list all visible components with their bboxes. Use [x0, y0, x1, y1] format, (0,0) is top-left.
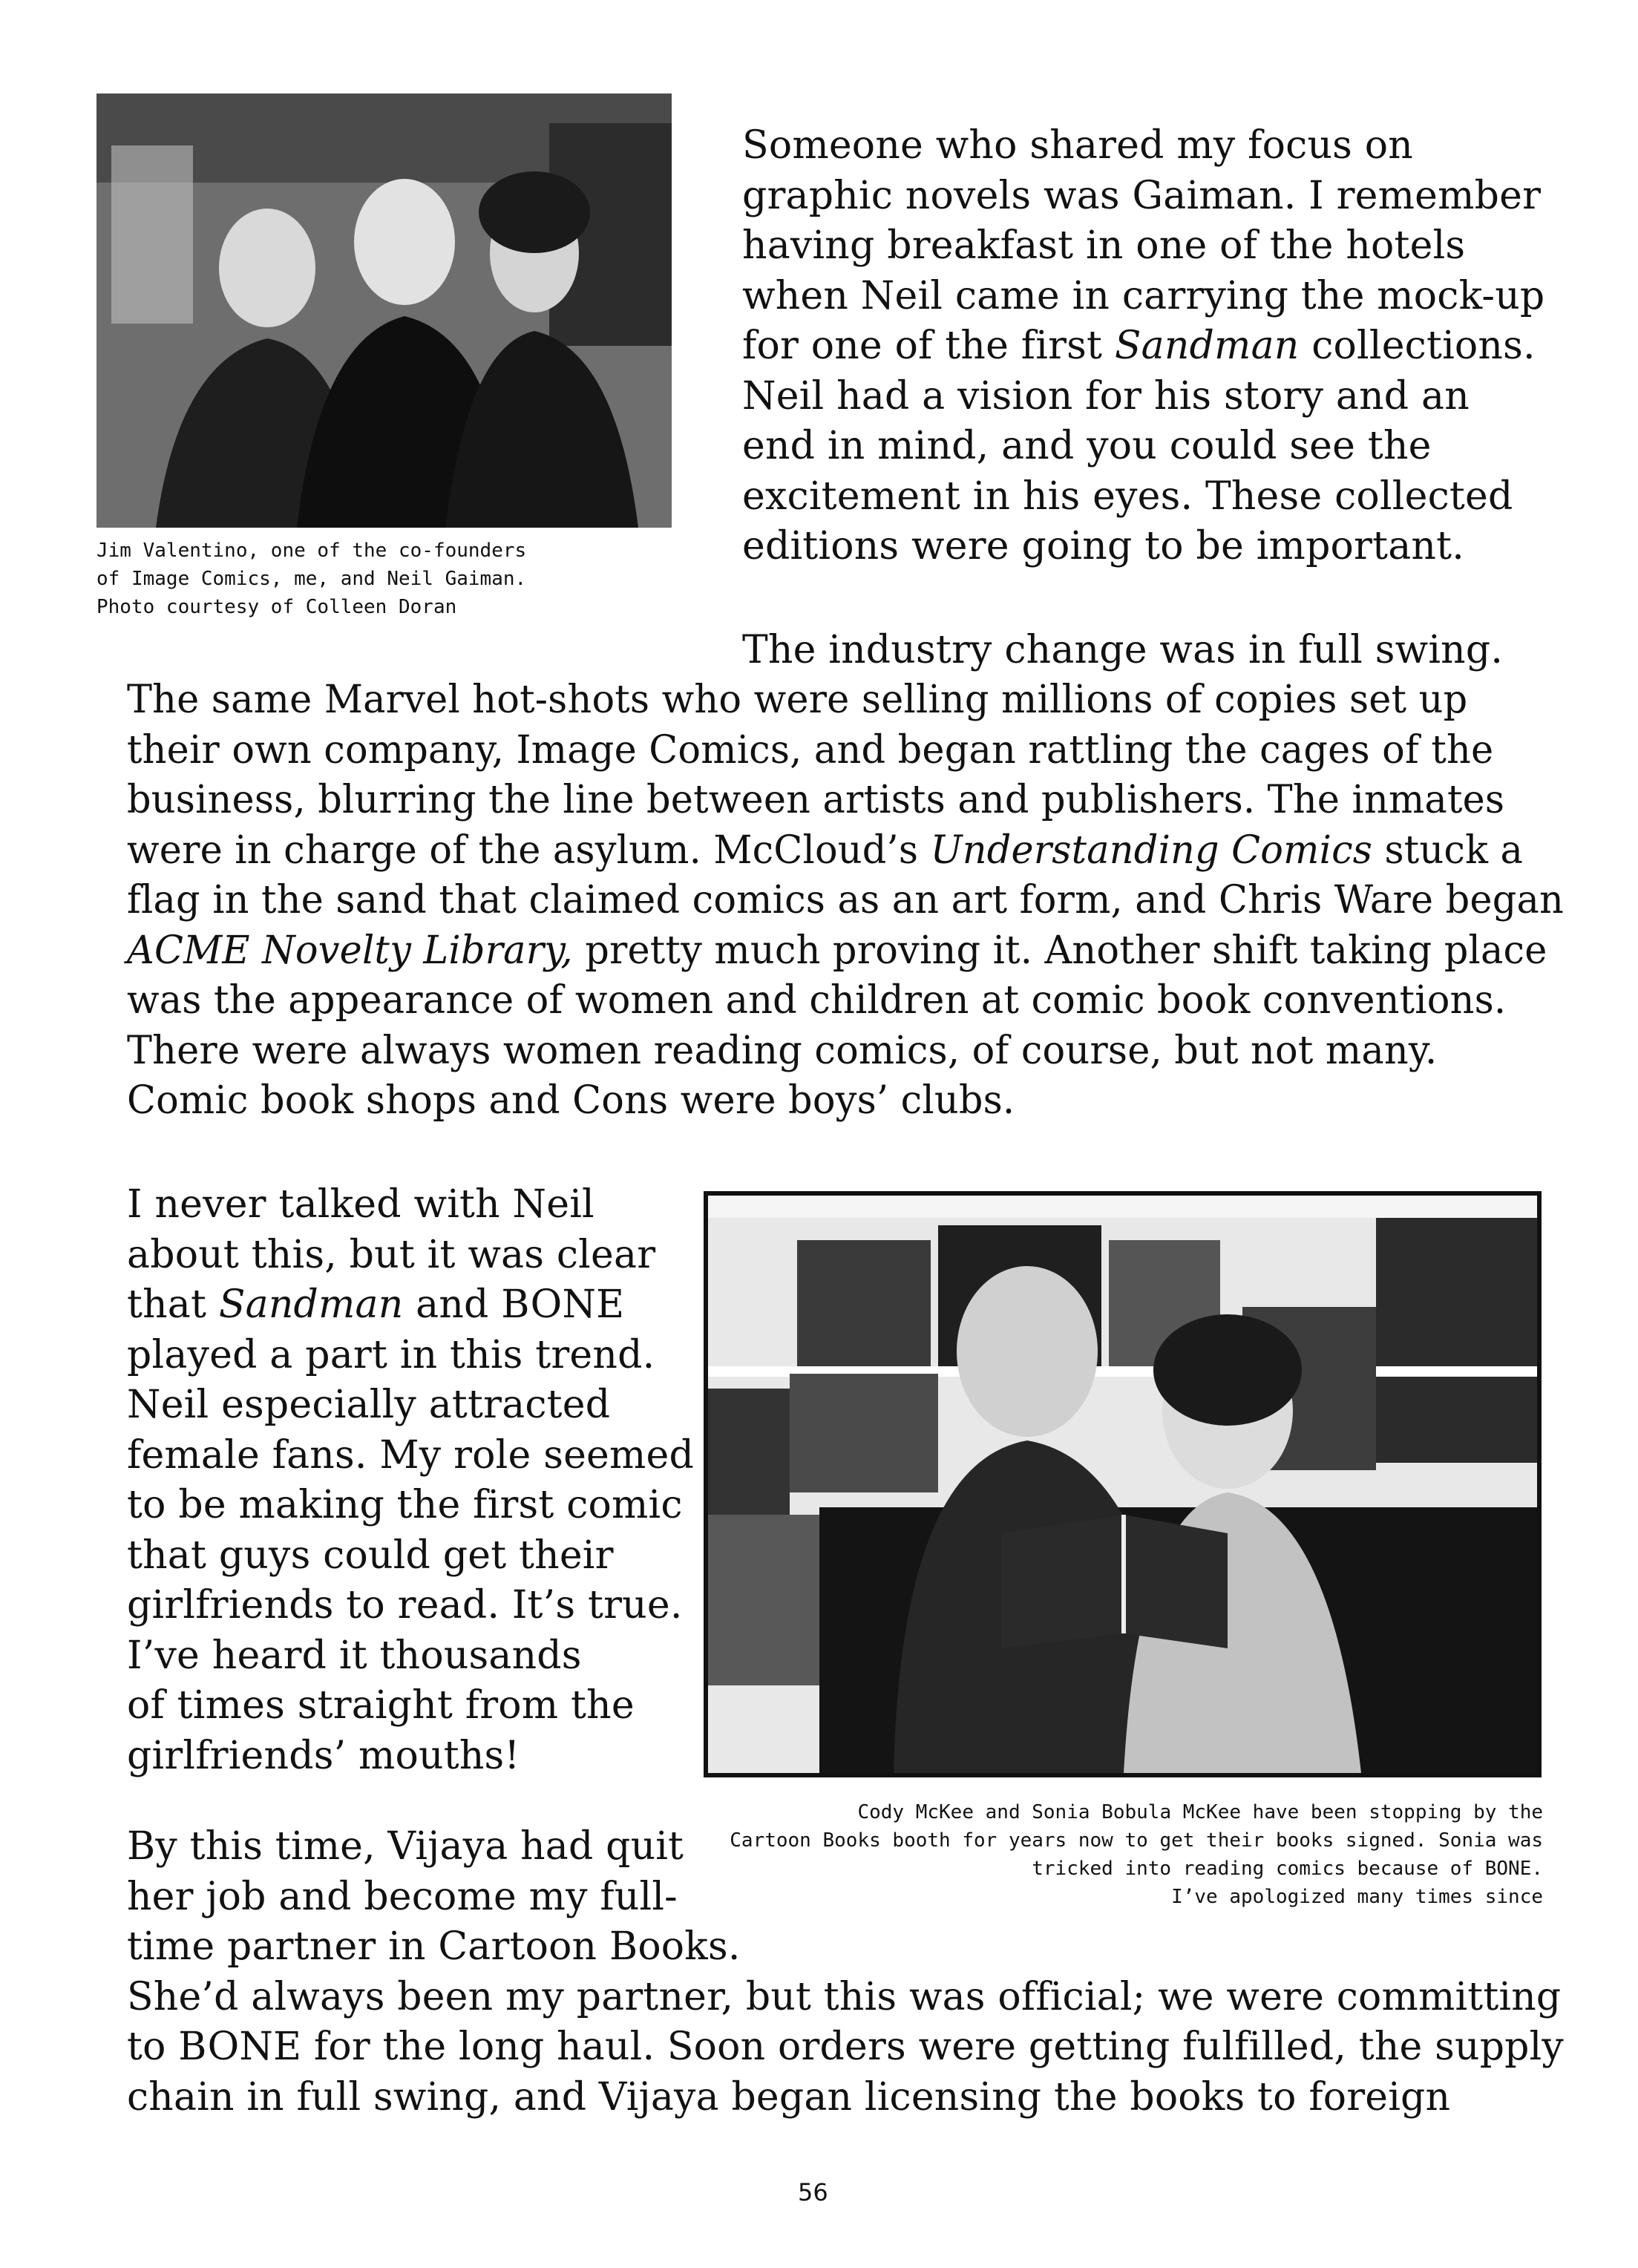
text-line: I never talked with Neil [127, 1182, 594, 1227]
text-line: There were always women reading comics, of course, but not many. [127, 1028, 1438, 1073]
photo-2-image [708, 1196, 1537, 1773]
text-run: and BONE [403, 1282, 625, 1327]
caption-line: Cartoon Books booth for years now to get their books signed. Sonia was [730, 1829, 1543, 1852]
text-line: Neil especially attracted [127, 1383, 611, 1427]
text-run: for one of the first [742, 324, 1115, 368]
text-line: to BONE for the long haul. Soon orders were getting fulfilled, the supply [127, 2025, 1564, 2069]
caption-line: I’ve apologized many times since [1171, 1886, 1543, 1908]
text-line: Neil had a vision for his story and an [742, 373, 1470, 419]
text-line [127, 926, 1564, 977]
text-line: their own company, Image Comics, and began rattling the cages of the [127, 727, 1494, 773]
text-run: pretty much proving it. Another shift taking place [572, 928, 1547, 973]
text-line: girlfriends’ mouths! [127, 1733, 520, 1778]
title-understanding-comics: Understanding Comics [930, 827, 1373, 873]
photo-cody-sonia-mckee [704, 1191, 1542, 1777]
text-line: By this time, Vijaya had quit [127, 1824, 684, 1869]
text-line: time partner in Cartoon Books. [127, 1924, 741, 1969]
paragraph-industry-change [127, 675, 1595, 1127]
page-number: 56 [798, 2178, 828, 2206]
text-line: The same Marvel hot-shots who were selling millions of copies set up [127, 678, 1468, 722]
text-line: having breakfast in one of the hotels [742, 223, 1466, 268]
text-line: chain in full swing, and Vijaya began licensing the books to foreign [127, 2074, 1451, 2120]
text-line: girlfriends to read. It’s true. [127, 1583, 683, 1628]
text-line: of times straight from the [127, 1683, 635, 1728]
text-line [127, 1280, 694, 1331]
text-line [127, 826, 1564, 876]
paragraph-vijaya-partner [127, 1822, 1565, 2123]
text-line: when Neil came in carrying the mock-up [742, 273, 1545, 318]
text-line: Comic book shops and Cons were boys’ clubs. [127, 1078, 1015, 1123]
text-run: stuck a [1372, 827, 1524, 873]
caption-line: Jim Valentino, one of the co-founders [96, 540, 527, 562]
text-line: flag in the sand that claimed comics as an art form, and Chris Ware began [127, 878, 1564, 922]
text-line: The industry change was in full swing. [742, 628, 1504, 672]
text-run: were in charge of the asylum. McCloud’s [127, 827, 931, 873]
title-acme-novelty-library: ACME Novelty Library, [127, 928, 573, 973]
text-line: business, blurring the line between artists and publishers. The inmates [127, 778, 1505, 822]
text-line: her job and become my full- [127, 1874, 678, 1919]
text-line: editions were going to be important. [742, 524, 1464, 568]
text-line: Someone who shared my focus on [742, 123, 1413, 168]
caption-line: tricked into reading comics because of BONE. [1032, 1858, 1543, 1880]
text-line: She’d always been my partner, but this was official; we were committing [127, 1974, 1562, 2019]
photo-1-image [96, 94, 672, 528]
title-sandman: Sandman [1114, 324, 1300, 368]
paragraph-industry-change-lead [742, 626, 1503, 676]
text-line: about this, but it was clear [127, 1232, 656, 1277]
text-line: graphic novels was Gaiman. I remember [742, 173, 1542, 218]
text-line: female fans. My role seemed [127, 1432, 694, 1478]
photo-1-caption [96, 537, 526, 621]
text-line: end in mind, and you could see the [742, 424, 1432, 468]
text-line: I’ve heard it thousands [127, 1633, 582, 1678]
text-line [742, 321, 1544, 372]
caption-line: of Image Comics, me, and Neil Gaiman. [96, 568, 527, 590]
text-line: to be making the first comic [127, 1483, 683, 1527]
text-run: that [127, 1282, 219, 1327]
paragraph-neil-sandman-bone [127, 1180, 694, 1781]
caption-line: Photo courtesy of Colleen Doran [96, 596, 457, 618]
text-line: played a part in this trend. [127, 1332, 655, 1377]
text-line: that guys could get their [127, 1533, 614, 1578]
title-sandman: Sandman [218, 1282, 404, 1327]
text-run: collections. [1299, 324, 1536, 368]
text-line: was the appearance of women and children at comic book conventions. [127, 978, 1507, 1023]
paragraph-gaiman-focus [742, 121, 1544, 572]
caption-line: Cody McKee and Sonia Bobula McKee have been stopping by the [857, 1801, 1543, 1823]
photo-valentino-smith-gaiman [96, 94, 672, 528]
text-line: excitement in his eyes. These collected [742, 473, 1513, 519]
